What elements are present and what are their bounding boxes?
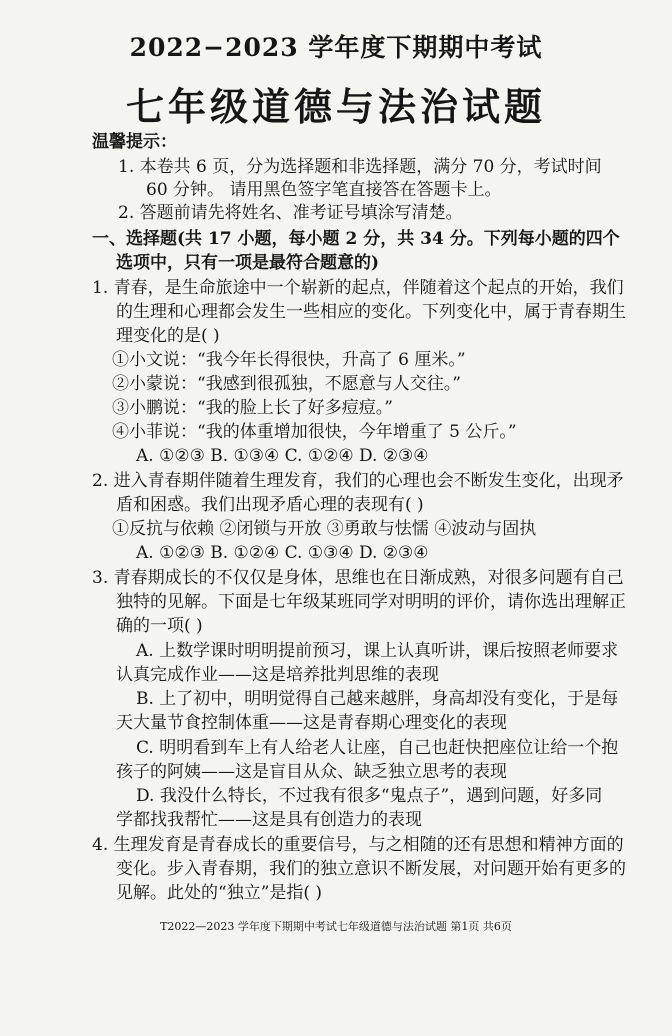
q1-statement-3: ③小鹏说：“我的脸上长了好多痘痘。” (112, 398, 393, 418)
notice-item-1-line-2: 60 分钟。 请用黑色签字笔直接答在答题卡上。 (146, 180, 502, 200)
notice-item-1-line-1: 1. 本卷共 6 页，分为选择题和非选择题，满分 70 分，考试时间 (118, 157, 602, 177)
q2-statements: ①反抗与依赖 ②闭锁与开放 ③勇敢与怯懦 ④波动与固执 (112, 519, 537, 539)
q3-option-a-line-2: 认真完成作业——这是培养批判思维的表现 (116, 665, 439, 685)
q1-statement-4: ④小菲说：“我的体重增加很快，今年增重了 5 公斤。” (112, 422, 517, 442)
page-footer: T2022—2023 学年度下期期中考试七年级道德与法治试题 第1页 共6页 (160, 920, 512, 933)
q3-stem-line-1: 3. 青春期成长的不仅仅是身体，思维也在日渐成熟，对很多问题有自己 (92, 568, 624, 588)
q1-stem-line-3: 理变化的是( ) (116, 326, 220, 346)
q3-option-c-line-2: 孩子的阿姨——这是盲目从众、缺乏独立思考的表现 (116, 762, 507, 782)
notice-heading: 温馨提示： (92, 132, 177, 152)
q1-statement-2: ②小蒙说：“我感到很孤独，不愿意与人交往。” (112, 374, 461, 394)
q3-option-b-line-2: 天大量节食控制体重——这是青春期心理变化的表现 (116, 713, 507, 733)
q3-option-b-line-1: B. 上了初中，明明觉得自己越来越胖，身高却没有变化，于是每 (136, 689, 619, 709)
notice-item-2: 2. 答题前请先将姓名、准考证号填涂写清楚。 (118, 203, 463, 223)
q2-stem-line-2: 盾和困惑。我们出现矛盾心理的表现有( ) (116, 495, 424, 515)
q4-stem-line-2: 变化。步入青春期，我们的独立意识不断发展，对问题开始有更多的 (116, 859, 626, 879)
q3-stem-line-2: 独特的见解。下面是七年级某班同学对明明的评价，请你选出理解正 (116, 592, 626, 612)
q1-stem-line-2: 的生理和心理都会发生一些相应的变化。下列变化中，属于青春期生 (116, 302, 626, 322)
q3-option-d-line-1: D. 我没什么特长，不过我有很多“鬼点子”，遇到问题，好多同 (136, 786, 603, 806)
q3-option-a-line-1: A. 上数学课时明明提前预习，课上认真听讲，课后按照老师要求 (136, 641, 619, 661)
q3-option-d-line-2: 学都找我帮忙——这是具有创造力的表现 (116, 810, 422, 830)
q3-stem-line-3: 确的一项( ) (116, 616, 203, 636)
q2-options: A. ①②③ B. ①②④ C. ①③④ D. ②③④ (136, 543, 429, 563)
exam-title: 2022−2023 学年度下期期中考试 (129, 33, 543, 62)
q3-option-c-line-1: C. 明明看到车上有人给老人让座，自己也赶快把座位让给一个抱 (136, 738, 619, 758)
q1-statement-1: ①小文说：“我今年长得很快，升高了 6 厘米。” (112, 350, 466, 370)
section-1-heading-line-2: 选项中，只有一项是最符合题意的) (116, 253, 380, 273)
q1-stem-line-1: 1. 青春，是生命旅途中一个崭新的起点，伴随着这个起点的开始，我们 (92, 278, 624, 298)
q1-options: A. ①②③ B. ①③④ C. ①②④ D. ②③④ (136, 446, 429, 466)
section-1-heading-line-1: 一、选择题(共 17 小题，每小题 2 分，共 34 分。下列每小题的四个 (92, 229, 620, 249)
q4-stem-line-1: 4. 生理发育是青春成长的重要信号，与之相随的还有思想和精神方面的 (92, 835, 624, 855)
exam-subject-title: 七年级道德与法治试题 (125, 84, 546, 129)
q4-stem-line-3: 见解。此处的“独立”是指( ) (116, 883, 323, 903)
q2-stem-line-1: 2. 进入青春期伴随着生理发育，我们的心理也会不断发生变化，出现矛 (92, 471, 624, 491)
